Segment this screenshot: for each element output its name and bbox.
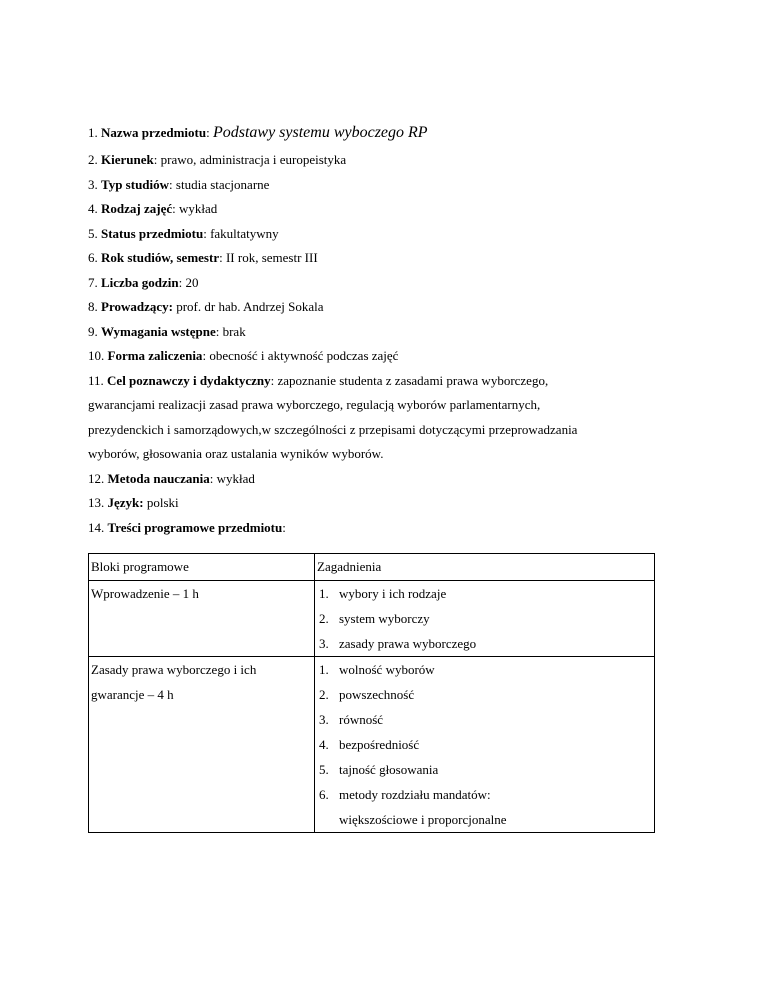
item-label: Cel poznawczy i dydaktyczny: [107, 372, 271, 388]
item-lecturer: [88, 295, 688, 320]
item-number: 4.: [88, 201, 98, 216]
header-program-blocks: Bloki programowe: [91, 559, 189, 574]
item-separator: :: [206, 125, 213, 140]
item-separator: :: [202, 348, 210, 363]
list-item: [317, 657, 654, 682]
item-number: 11.: [88, 372, 104, 388]
topic-list: [317, 581, 654, 656]
item-separator: :: [219, 250, 226, 265]
item-value: studia stacjonarne: [175, 176, 270, 192]
item-value: wykład: [216, 470, 255, 486]
table-row: [89, 657, 655, 833]
topics-cell: [315, 581, 655, 657]
item-value: wykład: [178, 201, 218, 216]
list-text: zasady prawa wyborczego: [339, 636, 477, 651]
header-topics: Zagadnienia: [317, 559, 382, 574]
list-item: [317, 682, 654, 707]
list-number: 6.: [319, 787, 329, 802]
item-label: Treści programowe przedmiotu: [107, 519, 283, 535]
course-goal-line: gwarancjami realizacji zasad prawa wyborczego, regulacją wyborów parlamentarnych,: [88, 397, 541, 412]
item-number: 1.: [88, 125, 98, 140]
list-item: [317, 782, 654, 832]
list-number: 5.: [319, 762, 329, 777]
item-label: Język:: [107, 495, 144, 510]
topics-cell: [315, 657, 655, 833]
list-item: [317, 707, 654, 732]
item-separator: :: [178, 274, 186, 290]
item-label: Metoda nauczania: [107, 470, 210, 486]
item-separator: :: [153, 152, 161, 167]
list-text: równość: [339, 712, 384, 727]
program-table: [88, 553, 655, 833]
item-separator: :: [172, 201, 179, 216]
item-value: prof. dr hab. Andrzej Sokala: [176, 299, 324, 314]
list-number: 4.: [319, 737, 329, 752]
item-label: Forma zaliczenia: [107, 348, 203, 363]
item-study-type: [88, 173, 688, 198]
list-item: [317, 732, 654, 757]
list-text: wybory i ich rodzaje: [339, 586, 447, 601]
block-label: gwarancje – 4 h: [91, 687, 174, 702]
item-separator: :: [209, 470, 217, 486]
item-value: zapoznanie studenta z zasadami prawa wyborczego,: [277, 372, 549, 388]
item-language: [88, 491, 688, 516]
item-label: Liczba godzin: [101, 274, 179, 290]
list-number: 3.: [319, 636, 329, 651]
item-value: obecność i aktywność podczas zajęć: [209, 348, 399, 363]
list-text-continuation: większościowe i proporcjonalne: [339, 812, 507, 827]
table-header-row: [89, 554, 655, 581]
list-item: [317, 606, 654, 631]
block-cell: [89, 581, 315, 657]
item-program-content: [88, 516, 688, 541]
item-class-type: [88, 197, 688, 222]
list-text: metody rozdziału mandatów:: [339, 787, 491, 802]
item-separator: :: [215, 323, 223, 339]
table-row: [89, 581, 655, 657]
item-label: Kierunek: [101, 152, 154, 167]
list-number: 1.: [319, 586, 329, 601]
list-text: tajność głosowania: [339, 762, 439, 777]
item-value: II rok, semestr III: [225, 250, 318, 265]
item-field-of-study: [88, 148, 688, 173]
course-goal-line: wyborów, głosowania oraz ustalania wyników wyborów.: [88, 446, 384, 461]
item-number: 14.: [88, 519, 105, 535]
item-subject-name: [88, 118, 688, 148]
item-label: Prowadzący:: [101, 299, 173, 314]
item-number: 13.: [88, 495, 105, 510]
list-number: 3.: [319, 712, 329, 727]
list-number: 1.: [319, 662, 329, 677]
list-number: 2.: [319, 611, 329, 626]
item-label: Nazwa przedmiotu: [101, 125, 207, 140]
topic-list: [317, 657, 654, 832]
item-number: 5.: [88, 225, 98, 241]
item-number: 3.: [88, 176, 98, 192]
list-text: wolność wyborów: [339, 662, 435, 677]
item-teaching-method: [88, 467, 688, 492]
item-number: 9.: [88, 323, 98, 339]
list-item: [317, 581, 654, 606]
item-label: Rok studiów, semestr: [101, 250, 220, 265]
list-number: 2.: [319, 687, 329, 702]
list-item: [317, 757, 654, 782]
item-separator: :: [169, 176, 176, 192]
item-separator: :: [203, 225, 211, 241]
item-course-goal: [88, 369, 688, 394]
item-value: fakultatywny: [210, 225, 279, 241]
item-number: 12.: [88, 470, 105, 486]
item-label: Typ studiów: [101, 176, 170, 192]
header-cell: [315, 554, 655, 581]
item-separator: :: [270, 372, 278, 388]
item-number: 10.: [88, 348, 105, 363]
block-label: Zasady prawa wyborczego i ich: [91, 662, 257, 677]
item-label: Wymagania wstępne: [101, 323, 216, 339]
list-text: system wyborczy: [339, 611, 430, 626]
list-item: [317, 631, 654, 656]
item-separator: :: [282, 519, 286, 535]
list-text: bezpośredniość: [339, 737, 420, 752]
item-value: polski: [146, 495, 179, 510]
course-syllabus: [88, 118, 688, 540]
item-number: 7.: [88, 274, 98, 290]
item-number: 6.: [88, 250, 98, 265]
item-year-semester: [88, 246, 688, 271]
item-value: 20: [185, 274, 199, 290]
item-assessment-form: [88, 344, 688, 369]
item-value: brak: [222, 323, 246, 339]
list-text: powszechność: [339, 687, 415, 702]
item-number: 8.: [88, 299, 98, 314]
block-label: Wprowadzenie – 1 h: [91, 586, 199, 601]
item-value: prawo, administracja i europeistyka: [160, 152, 347, 167]
subject-name-value: Podstawy systemu wyboczego RP: [212, 124, 428, 141]
item-label: Rodzaj zajęć: [101, 201, 173, 216]
header-cell: [89, 554, 315, 581]
item-number: 2.: [88, 152, 98, 167]
item-hours: [88, 271, 688, 296]
item-course-status: [88, 222, 688, 247]
item-label: Status przedmiotu: [101, 225, 204, 241]
block-cell: [89, 657, 315, 833]
item-prerequisites: [88, 320, 688, 345]
course-goal-line: prezydenckich i samorządowych,w szczególności z przepisami dotyczącymi przeprowadzania: [88, 421, 578, 437]
